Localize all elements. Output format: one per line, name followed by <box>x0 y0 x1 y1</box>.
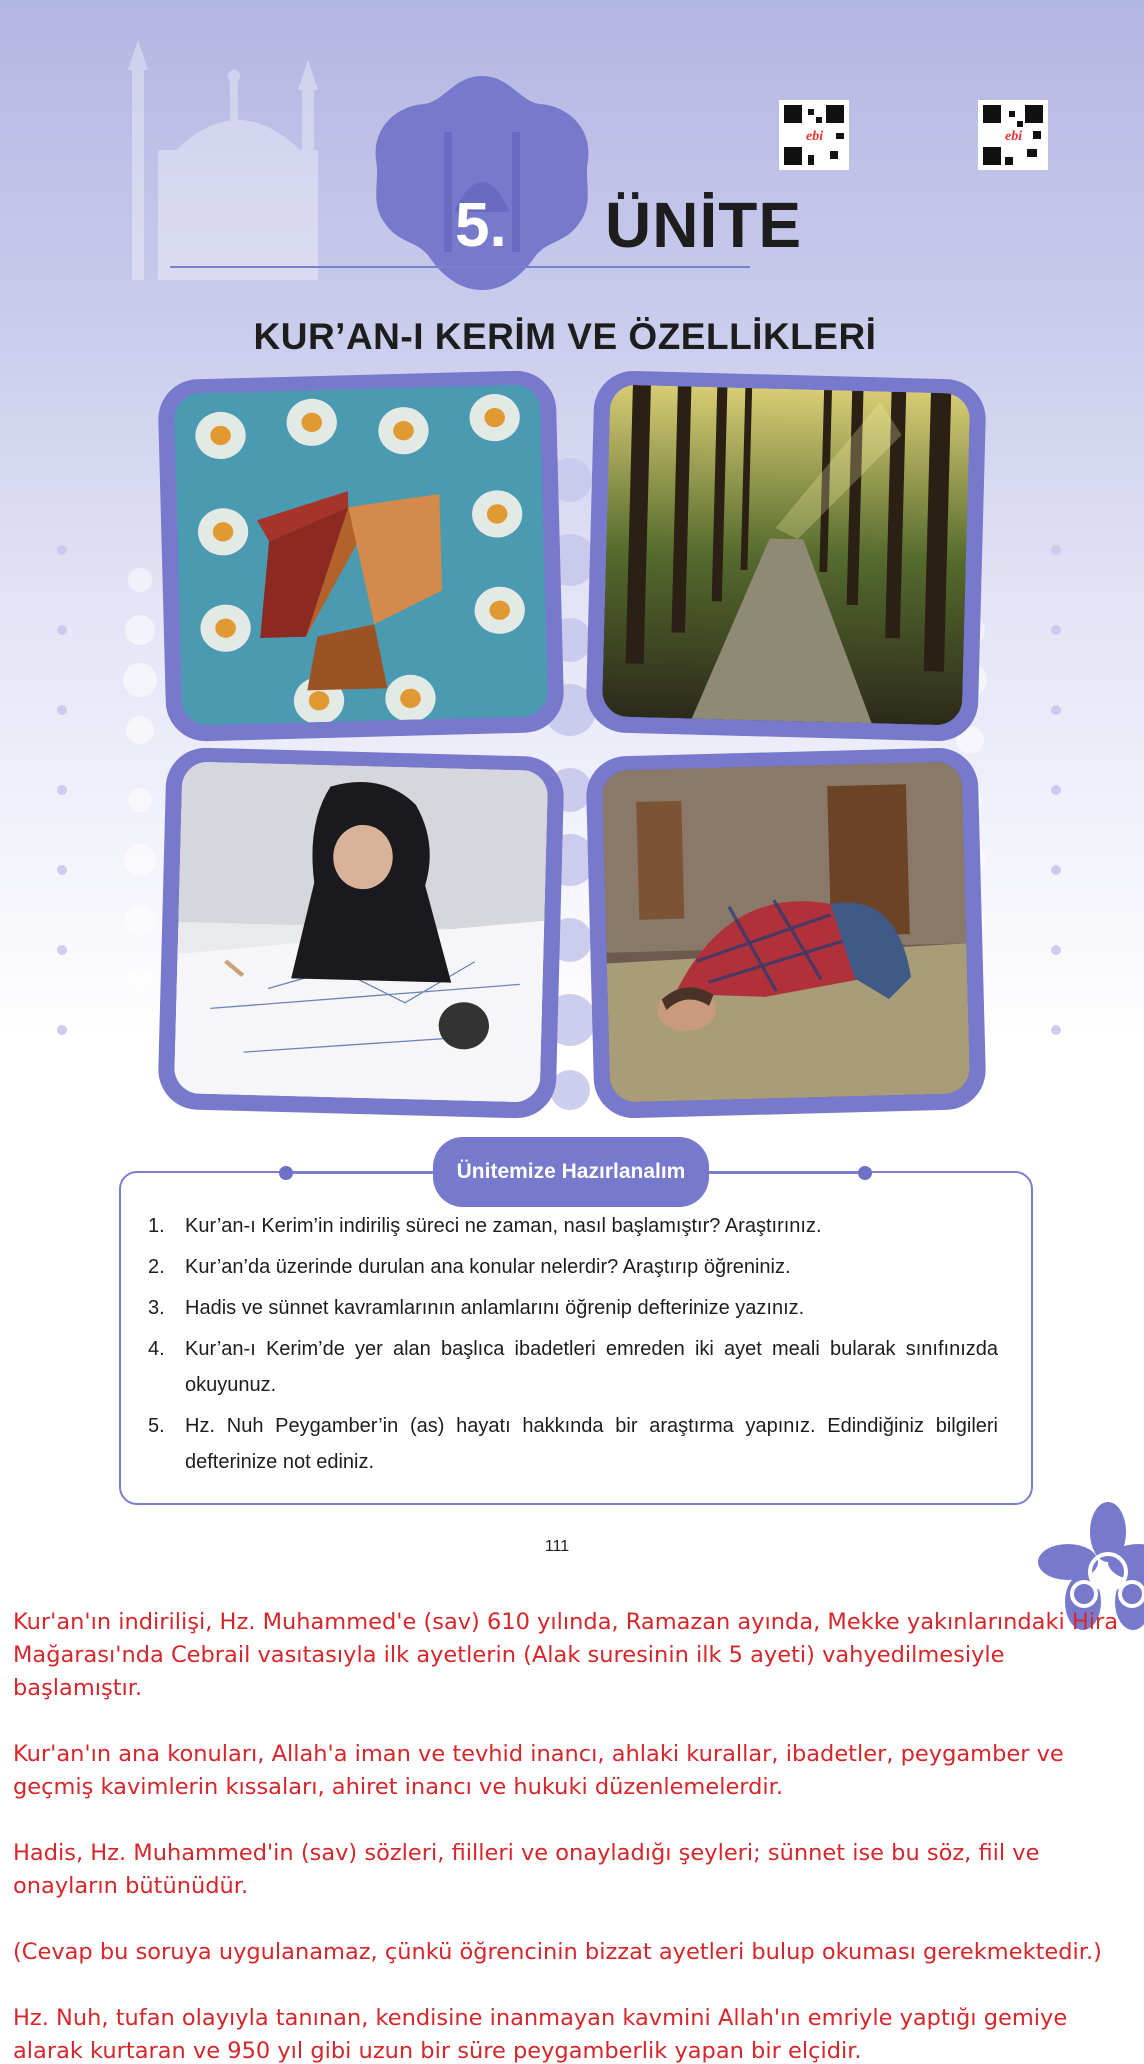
answer-1: Kur'an'ın indirilişi, Hz. Muhammed'e (sav) 610 yılında, Ramazan ayında, Mekke yakınlarındaki Hira Mağarası'nda Cebrail vasıtasıyla ilk ayetlerin (Alak suresinin ilk 5 ayeti) vahyedilmesiyle başlamıştır. <box>13 1609 1119 1701</box>
question-item <box>148 1208 998 1244</box>
question-number: 5. <box>148 1415 165 1437</box>
forest-image <box>602 384 971 725</box>
header-dot-right <box>858 1166 872 1180</box>
answer-2: Kur'an'ın ana konuları, Allah'a iman ve tevhid inancı, ahlaki kurallar, ibadetler, peygamber ve geçmiş kavimlerin kıssaları, ahiret inancı ve hukuki düzenlemelerdir. <box>13 1741 1064 1800</box>
mosque-silhouette <box>118 30 358 280</box>
question-number: 3. <box>148 1297 165 1319</box>
unit-title: KUR’AN-I KERİM VE ÖZELLİKLERİ <box>253 316 877 357</box>
question-text: Hadis ve sünnet kavramlarının anlamlarını öğrenip defterinize yazınız. <box>185 1297 805 1319</box>
question-text: Kur’an-ı Kerim’in indiriliş süreci ne zaman, nasıl başlamıştır? Araştırınız. <box>185 1215 822 1237</box>
unit-number: 5. <box>455 191 507 260</box>
unit-label: ÜNİTE <box>605 189 802 261</box>
unit-divider <box>170 266 750 268</box>
quran-photo <box>157 370 564 742</box>
question-item <box>148 1290 998 1326</box>
question-text: Kur’an’da üzerinde durulan ana konular nelerdir? Araştırıp öğreniniz. <box>185 1256 791 1278</box>
preparation-question-list <box>148 1208 998 1485</box>
question-number: 1. <box>148 1215 165 1237</box>
answer-3: Hadis, Hz. Muhammed'in (sav) sözleri, fiilleri ve onayladığı şeyleri; sünnet ise bu söz, fiil ve onayların bütünüdür. <box>13 1840 1040 1899</box>
header-dot-left <box>279 1166 293 1180</box>
question-item <box>148 1249 998 1285</box>
forest-photo <box>585 370 986 742</box>
page-number: 111 <box>544 1538 570 1555</box>
question-number: 4. <box>148 1338 165 1360</box>
question-text: Kur’an-ı Kerim’de yer alan başlıca ibadetleri emreden iki ayet meali bularak sınıfınızda okuyunuz. <box>185 1338 998 1396</box>
prayer-photo <box>585 747 986 1119</box>
preparation-label: Ünitemize Hazırlanalım <box>433 1137 709 1207</box>
student-photo <box>157 747 564 1119</box>
answer-4: (Cevap bu soruya uygulanamaz, çünkü öğrencinin bizzat ayetleri bulup okuması gerekmektedir.) <box>13 1939 1102 1965</box>
student-image <box>174 761 549 1102</box>
prayer-image <box>602 761 971 1102</box>
ebi-logo: ebi <box>1005 129 1023 144</box>
question-text: Hz. Nuh Peygamber’in (as) hayatı hakkında bir araştırma yapınız. Edindiğiniz bilgileri defterinize not ediniz. <box>185 1415 998 1473</box>
qr-code[interactable] <box>978 100 1048 170</box>
question-item <box>148 1331 998 1403</box>
answers-section <box>13 1606 1133 2064</box>
quran-image <box>174 384 549 725</box>
answer-5: Hz. Nuh, tufan olayıyla tanınan, kendisine inanmayan kavmini Allah'ın emriyle yaptığı gemiye alarak kurtaran ve 950 yıl gibi uzun bir süre peygamberlik yapan bir elçidir. <box>13 2005 1068 2064</box>
question-number: 2. <box>148 1256 165 1278</box>
question-item <box>148 1408 998 1480</box>
ebi-logo: ebi <box>806 129 824 144</box>
qr-code[interactable] <box>779 100 849 170</box>
